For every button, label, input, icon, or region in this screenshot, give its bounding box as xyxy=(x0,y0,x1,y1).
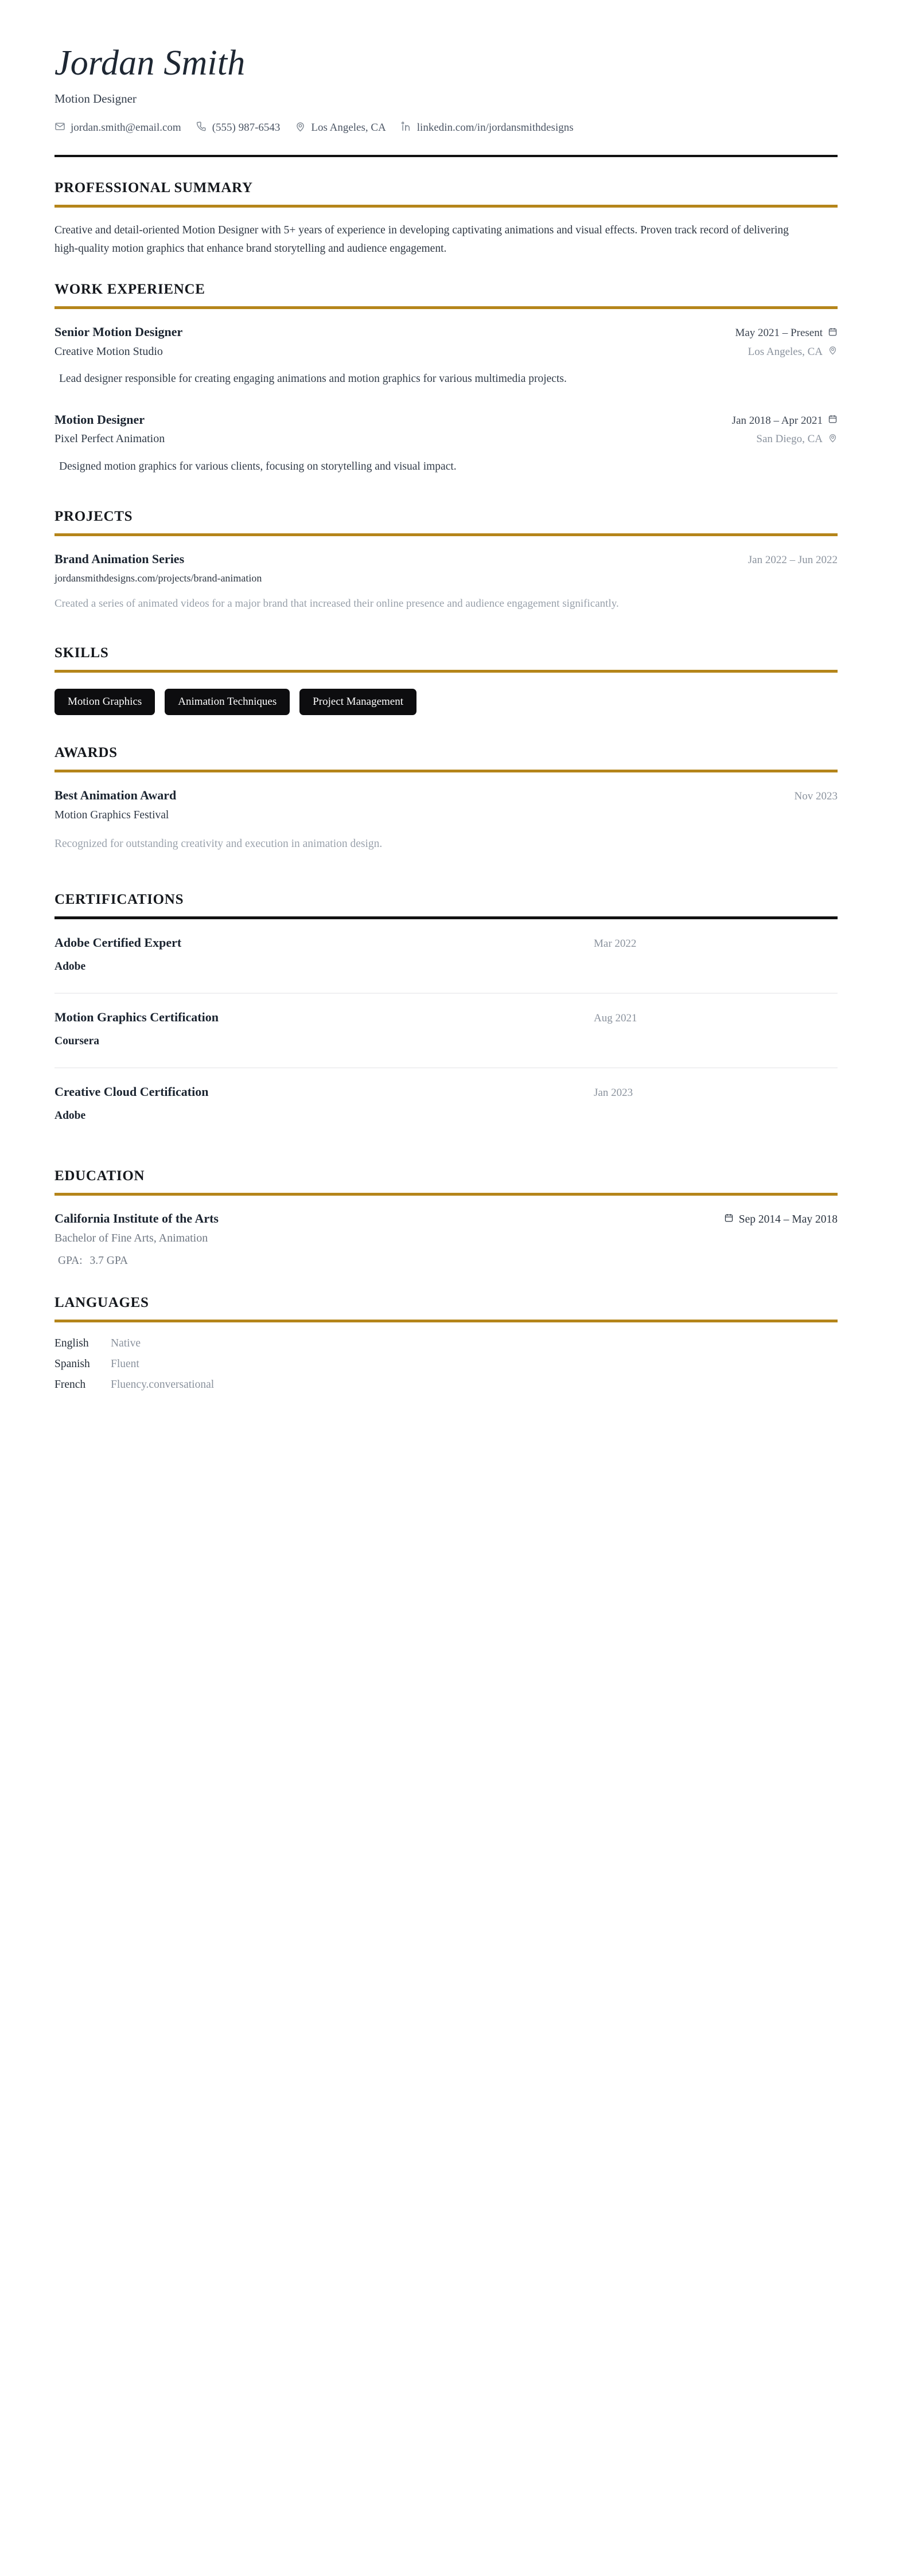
calendar-icon xyxy=(724,1213,734,1226)
section-divider-gold xyxy=(54,533,838,536)
calendar-icon xyxy=(828,414,838,427)
contact-phone-text: (555) 987-6543 xyxy=(212,122,281,134)
resume-header xyxy=(54,45,838,157)
section-certifications xyxy=(54,892,838,1142)
candidate-name: Jordan Smith xyxy=(54,44,246,83)
linkedin-icon xyxy=(401,121,412,135)
project-url[interactable]: jordansmithdesigns.com/projects/brand-animation xyxy=(54,572,262,584)
language-name: English xyxy=(54,1337,89,1350)
section-skills xyxy=(54,645,838,715)
certification-title-row xyxy=(54,1010,838,1025)
work-job-title: Motion Designer xyxy=(54,412,145,427)
contact-linkedin[interactable] xyxy=(401,121,574,135)
section-heading-skills: SKILLS xyxy=(54,645,109,661)
contact-email-text: jordan.smith@email.com xyxy=(71,122,181,134)
contact-linkedin-text: linkedin.com/in/jordansmithdesigns xyxy=(416,122,574,134)
work-description: Lead designer responsible for creating engaging animations and motion graphics for various multimedia projects. xyxy=(59,373,567,385)
education-dates-text: Sep 2014 – May 2018 xyxy=(738,1213,838,1225)
header-divider xyxy=(54,155,838,157)
project-entry xyxy=(54,552,838,613)
section-heading-work: WORK EXPERIENCE xyxy=(54,282,205,298)
award-description: Recognized for outstanding creativity and execution in animation design. xyxy=(54,837,383,850)
location-pin-icon xyxy=(828,433,838,446)
certification-title-row xyxy=(54,935,838,950)
section-heading-education: EDUCATION xyxy=(54,1168,145,1184)
education-degree: Bachelor of Fine Arts, Animation xyxy=(54,1232,208,1245)
work-company: Pixel Perfect Animation xyxy=(54,432,165,446)
project-title-row xyxy=(54,552,838,567)
section-languages xyxy=(54,1295,838,1391)
education-gpa-label: GPA: xyxy=(58,1255,83,1267)
certification-date: Mar 2022 xyxy=(594,938,637,950)
certification-entry xyxy=(54,919,838,994)
work-location xyxy=(748,345,838,358)
section-heading-summary: PROFESSIONAL SUMMARY xyxy=(54,179,253,196)
certification-name: Motion Graphics Certification xyxy=(54,1010,219,1025)
education-gpa-value: 3.7 GPA xyxy=(89,1255,128,1267)
work-company: Creative Motion Studio xyxy=(54,345,163,358)
work-description: Designed motion graphics for various clients, focusing on storytelling and visual impact. xyxy=(59,460,457,473)
section-projects xyxy=(54,509,838,613)
award-title: Best Animation Award xyxy=(54,787,177,802)
work-entry-company-row xyxy=(54,340,838,359)
education-gpa xyxy=(54,1255,838,1267)
section-divider-gold xyxy=(54,205,838,208)
skills-list xyxy=(54,689,838,715)
skill-badge: Project Management xyxy=(299,689,416,715)
contact-location-text: Los Angeles, CA xyxy=(311,122,386,134)
location-pin-icon xyxy=(295,121,306,135)
work-job-title: Senior Motion Designer xyxy=(54,325,183,339)
languages-list xyxy=(54,1337,838,1391)
project-dates: Jan 2022 – Jun 2022 xyxy=(748,554,838,567)
work-location-text: Los Angeles, CA xyxy=(748,345,823,358)
project-description: Created a series of animated videos for a major brand that increased their online presence and audience engagement significantly. xyxy=(54,598,619,610)
language-level: Fluent xyxy=(111,1358,139,1371)
section-education xyxy=(54,1168,838,1267)
skill-badge: Motion Graphics xyxy=(54,689,155,715)
certification-entry xyxy=(54,994,838,1068)
education-title-row xyxy=(54,1211,838,1226)
contact-location xyxy=(295,121,386,135)
award-entry xyxy=(54,788,838,853)
section-divider-gold xyxy=(54,1320,838,1322)
project-title: Brand Animation Series xyxy=(54,552,185,567)
award-title-row xyxy=(54,788,838,803)
section-heading-languages: LANGUAGES xyxy=(54,1295,149,1311)
work-location-text: San Diego, CA xyxy=(756,433,823,446)
section-divider-gold xyxy=(54,770,838,772)
certification-name: Adobe Certified Expert xyxy=(54,935,182,950)
section-divider-gold xyxy=(54,306,838,309)
certification-date: Jan 2023 xyxy=(594,1087,633,1099)
calendar-icon xyxy=(828,327,838,340)
work-dates-text: May 2021 – Present xyxy=(735,327,823,339)
certification-title-row xyxy=(54,1084,838,1099)
work-entry xyxy=(54,412,838,476)
education-dates xyxy=(724,1213,838,1226)
section-heading-projects: PROJECTS xyxy=(54,509,133,525)
contact-row xyxy=(54,121,838,135)
phone-icon xyxy=(196,121,207,135)
work-entry xyxy=(54,325,838,388)
certification-name: Creative Cloud Certification xyxy=(54,1084,209,1099)
language-level: Fluency.conversational xyxy=(111,1379,215,1391)
certification-issuer: Adobe xyxy=(54,1110,86,1122)
language-row xyxy=(54,1358,838,1371)
language-name: Spanish xyxy=(54,1358,90,1371)
work-entry-title-row xyxy=(54,412,838,428)
skill-badge: Animation Techniques xyxy=(165,689,290,715)
language-level: Native xyxy=(111,1337,141,1350)
language-row xyxy=(54,1379,838,1391)
certification-entry xyxy=(54,1068,838,1142)
work-entry-company-row xyxy=(54,427,838,446)
certification-date: Aug 2021 xyxy=(594,1012,637,1025)
award-date: Nov 2023 xyxy=(794,790,838,802)
location-pin-icon xyxy=(828,345,838,358)
summary-text: Creative and detail-oriented Motion Designer with 5+ years of experience in developing captivating animations and visual effects. Proven track record of delivering high-quality motion graphics that enhance brand storytelling and audience engagement. xyxy=(54,224,789,255)
section-divider-gold xyxy=(54,1193,838,1196)
contact-email[interactable] xyxy=(54,121,181,135)
contact-phone[interactable] xyxy=(196,121,281,135)
language-row xyxy=(54,1337,838,1350)
work-dates-text: Jan 2018 – Apr 2021 xyxy=(731,414,823,427)
work-entry-title-row xyxy=(54,325,838,340)
certification-issuer: Adobe xyxy=(54,961,86,973)
work-location xyxy=(756,433,838,446)
section-divider-gold xyxy=(54,670,838,673)
envelope-icon xyxy=(54,121,65,135)
work-dates xyxy=(735,327,838,340)
section-heading-awards: AWARDS xyxy=(54,744,118,760)
section-heading-certifications: CERTIFICATIONS xyxy=(54,892,184,908)
page-bottom-whitespace xyxy=(54,1399,838,1984)
section-awards xyxy=(54,745,838,853)
section-work-experience xyxy=(54,282,838,475)
award-issuer: Motion Graphics Festival xyxy=(54,809,169,821)
candidate-job-title: Motion Designer xyxy=(54,91,137,106)
education-entry xyxy=(54,1211,838,1267)
certification-issuer: Coursera xyxy=(54,1035,99,1048)
section-professional-summary xyxy=(54,180,838,259)
education-school: California Institute of the Arts xyxy=(54,1211,219,1226)
work-dates xyxy=(732,414,838,427)
language-name: French xyxy=(54,1379,86,1391)
